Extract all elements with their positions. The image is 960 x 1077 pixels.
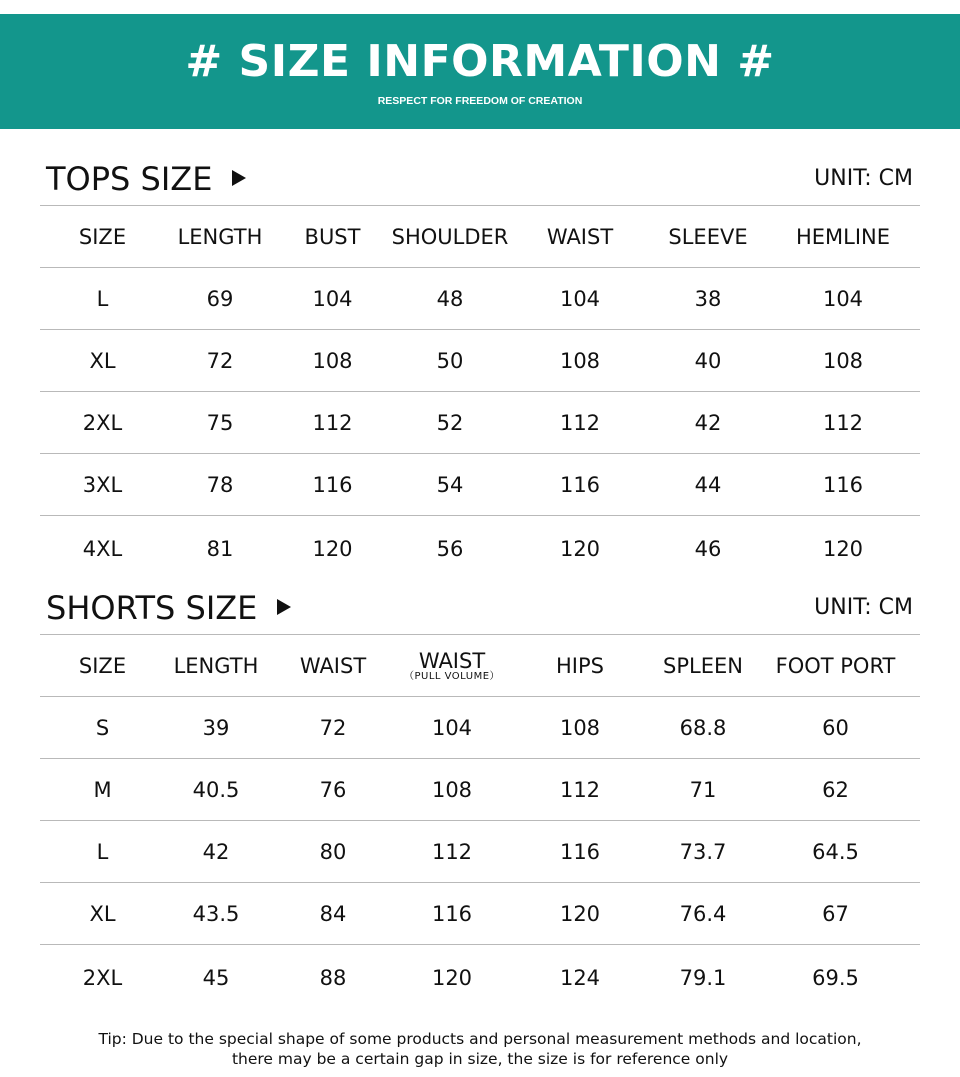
play-triangle-icon	[232, 170, 246, 186]
table-cell: 50	[436, 348, 464, 373]
table-cell: 52	[436, 410, 464, 435]
shorts-section-label: SHORTS SIZE	[46, 589, 258, 627]
table-cell: 42	[202, 839, 230, 864]
table-row	[40, 883, 920, 945]
table-row	[40, 392, 920, 454]
header-banner	[0, 14, 960, 129]
table-cell: 64.5	[812, 839, 859, 864]
table-cell: 43.5	[192, 901, 240, 926]
table-cell: 62	[822, 777, 849, 802]
tops-size-table	[40, 205, 920, 582]
column-header: FOOT PORT	[775, 653, 896, 678]
table-cell: 39	[202, 715, 230, 740]
table-cell: 48	[436, 286, 464, 311]
table-cell: 42	[694, 410, 722, 435]
column-header: HIPS	[556, 653, 604, 678]
table-row	[40, 759, 920, 821]
size-tip	[0, 1029, 960, 1069]
tops-section-title	[46, 161, 246, 197]
table-cell: 108	[822, 348, 864, 373]
table-row	[40, 454, 920, 516]
table-cell: XL	[89, 901, 116, 926]
table-cell: 104	[822, 286, 864, 311]
table-cell: 78	[206, 472, 234, 497]
table-cell: 76.4	[679, 901, 727, 926]
table-cell: 60	[822, 715, 849, 740]
table-cell: 88	[319, 965, 347, 990]
column-header: LENGTH	[177, 224, 263, 249]
shorts-section-title	[46, 590, 291, 626]
column-header: BUST	[304, 224, 361, 249]
column-header: SLEEVE	[668, 224, 748, 249]
column-header: HEMLINE	[795, 224, 891, 249]
table-cell: M	[93, 777, 112, 802]
table-cell: 80	[319, 839, 347, 864]
table-row	[40, 268, 920, 330]
column-header: SHOULDER	[391, 224, 509, 249]
table-cell: 120	[559, 536, 601, 561]
table-cell: 38	[694, 286, 722, 311]
table-cell: 79.1	[679, 965, 727, 990]
tops-unit-label: UNIT: CM	[814, 166, 913, 191]
shorts-unit-label: UNIT: CM	[814, 595, 913, 620]
table-cell: 71	[689, 777, 717, 802]
table-cell: 81	[206, 536, 234, 561]
table-cell: 46	[694, 536, 722, 561]
column-header: SPLEEN	[663, 653, 743, 678]
table-row	[40, 697, 920, 759]
table-cell: 108	[559, 348, 601, 373]
table-cell: 120	[431, 965, 473, 990]
table-cell: 108	[312, 348, 353, 373]
table-cell: 54	[436, 472, 464, 497]
table-cell: S	[95, 715, 110, 740]
table-cell: 104	[431, 715, 473, 740]
table-cell: 112	[312, 410, 353, 435]
table-cell: L	[96, 839, 109, 864]
table-row	[40, 516, 920, 582]
table-cell: 44	[694, 472, 722, 497]
play-triangle-icon	[277, 599, 291, 615]
table-cell: 108	[559, 715, 601, 740]
page-subtitle: RESPECT FOR FREEDOM OF CREATION	[377, 95, 583, 107]
table-cell: 104	[559, 286, 601, 311]
table-cell: 3XL	[82, 472, 123, 497]
shorts-size-table	[40, 634, 920, 1011]
table-cell: 40	[694, 348, 722, 373]
table-cell: 40.5	[192, 777, 240, 802]
tip-line-1: Tip: Due to the special shape of some products and personal measurement methods and location,	[98, 1030, 862, 1048]
table-cell: 69	[206, 286, 234, 311]
column-header: WAIST	[546, 224, 614, 249]
table-cell: 116	[559, 839, 601, 864]
table-cell: 84	[319, 901, 347, 926]
table-cell: XL	[89, 348, 116, 373]
table-cell: 76	[319, 777, 347, 802]
column-header: SIZE	[78, 224, 127, 249]
column-header-pull-volume	[399, 635, 505, 697]
table-header-row	[40, 635, 920, 697]
table-cell: 112	[431, 839, 473, 864]
table-cell: 112	[559, 410, 601, 435]
table-cell: 67	[822, 901, 849, 926]
column-header: SIZE	[78, 653, 127, 678]
table-cell: L	[96, 286, 109, 311]
table-cell: 2XL	[82, 410, 123, 435]
table-cell: 72	[319, 715, 347, 740]
table-row	[40, 945, 920, 1011]
tip-line-2: there may be a certain gap in size, the size is for reference only	[231, 1050, 729, 1068]
table-cell: 120	[822, 536, 864, 561]
table-cell: 124	[559, 965, 601, 990]
tops-section-label: TOPS SIZE	[46, 160, 213, 198]
table-row	[40, 821, 920, 883]
column-header: WAIST	[299, 653, 367, 678]
table-cell: 120	[559, 901, 601, 926]
column-header-label: WAIST	[418, 648, 486, 673]
table-cell: 116	[559, 472, 601, 497]
table-cell: 73.7	[679, 839, 727, 864]
table-cell: 72	[206, 348, 234, 373]
table-cell: 108	[431, 777, 473, 802]
table-cell: 104	[312, 286, 353, 311]
table-cell: 112	[559, 777, 601, 802]
page-title: # SIZE INFORMATION #	[185, 36, 775, 87]
table-cell: 4XL	[82, 536, 123, 561]
column-header-note: （PULL VOLUME）	[403, 670, 501, 682]
table-cell: 120	[312, 536, 353, 561]
table-header-row	[40, 206, 920, 268]
table-cell: 116	[312, 472, 353, 497]
table-cell: 56	[436, 536, 464, 561]
column-header: LENGTH	[173, 653, 259, 678]
table-cell: 112	[822, 410, 864, 435]
table-cell: 68.8	[679, 715, 727, 740]
table-cell: 69.5	[812, 965, 859, 990]
table-cell: 45	[202, 965, 230, 990]
table-cell: 116	[431, 901, 473, 926]
table-cell: 2XL	[82, 965, 123, 990]
table-cell: 116	[822, 472, 864, 497]
table-row	[40, 330, 920, 392]
table-cell: 75	[206, 410, 234, 435]
